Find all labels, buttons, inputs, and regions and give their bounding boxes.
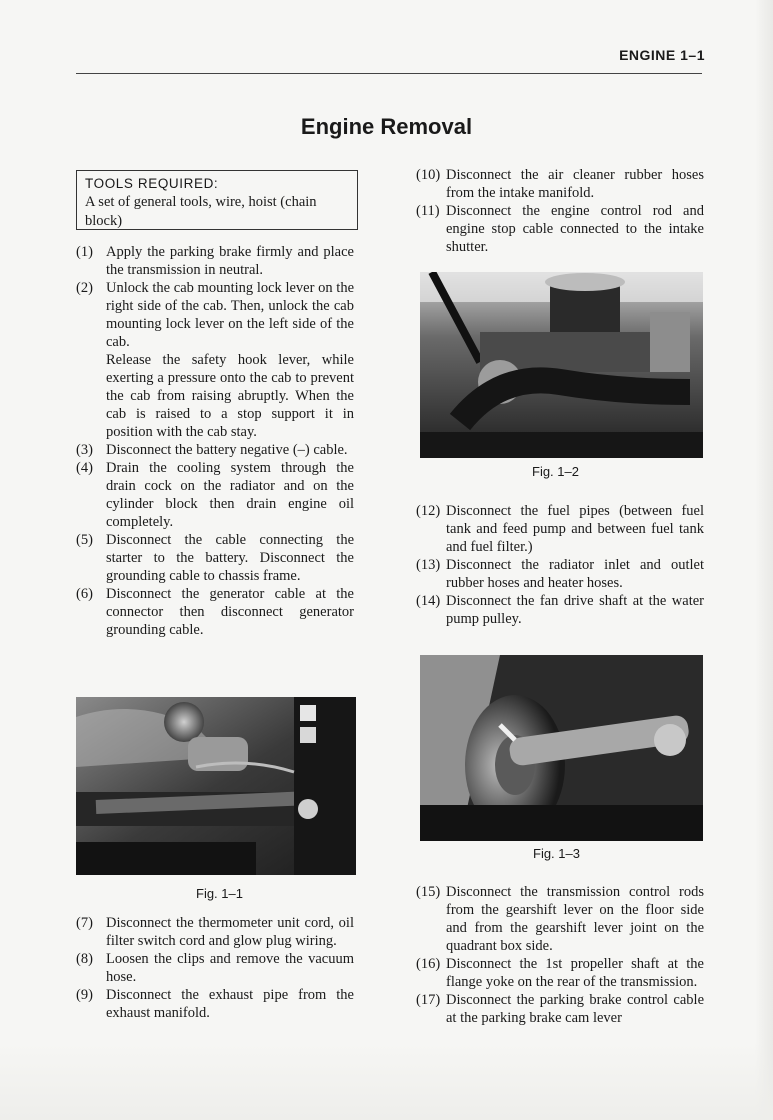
step-item: (8) Loosen the clips and remove the vacuum hose.: [76, 951, 354, 985]
figure-1-1-photo: [76, 697, 356, 875]
step-item: (6) Disconnect the generator cable at the connector then disconnect generator grounding cable.: [76, 586, 354, 638]
figure-1-3-caption: Fig. 1–3: [533, 846, 580, 861]
steps-right-upper: [416, 166, 704, 256]
step-item: (12) Disconnect the fuel pipes (between fuel tank and feed pump and between fuel tank and fuel filter.): [416, 503, 704, 555]
steps-left-upper: [76, 243, 354, 639]
engine-intake-photo: [420, 272, 703, 458]
step-item: (9) Disconnect the exhaust pipe from the exhaust manifold.: [76, 987, 354, 1021]
step-item: (14) Disconnect the fan drive shaft at the water pump pulley.: [416, 593, 704, 627]
step-item: (16) Disconnect the 1st propeller shaft at the flange yoke on the rear of the transmission.: [416, 956, 704, 990]
header-rule: [76, 73, 702, 74]
engine-bay-photo-1: [76, 697, 356, 875]
tools-heading: TOOLS REQUIRED:: [85, 176, 219, 191]
step-item: (7) Disconnect the thermometer unit cord, oil filter switch cord and glow plug wiring.: [76, 915, 354, 949]
figure-1-3-photo: [420, 655, 703, 841]
steps-left-lower: [76, 914, 354, 1022]
step-item: Release the safety hook lever, while exerting a pressure onto the cab to prevent the cab from raising abruptly. When the cab is raised to a stop support it in position with the cab stay.: [106, 352, 354, 440]
step-item: (5) Disconnect the cable connecting the starter to the battery. Disconnect the grounding cable to chassis frame.: [76, 532, 354, 584]
figure-1-2-photo: [420, 272, 703, 458]
figure-1-1-caption: Fig. 1–1: [196, 886, 243, 901]
tools-required-box: [76, 170, 358, 230]
figure-1-2-caption: Fig. 1–2: [532, 464, 579, 479]
running-head: ENGINE 1–1: [619, 47, 705, 63]
steps-right-middle: [416, 502, 704, 628]
step-item: (3) Disconnect the battery negative (–) cable.: [76, 442, 348, 458]
step-item: (2) Unlock the cab mounting lock lever on the right side of the cab. Then, unlock the cab mounting lock lever on the left side of the cab.: [76, 280, 354, 350]
step-item: (10) Disconnect the air cleaner rubber hoses from the intake manifold.: [416, 167, 704, 201]
fan-drive-shaft-photo: [420, 655, 703, 841]
step-item: (15) Disconnect the transmission control rods from the gearshift lever on the floor side and from the gearshift lever joint on the quadrant box side.: [416, 884, 704, 954]
step-item: (4) Drain the cooling system through the drain cock on the radiator and on the cylinder block then drain engine oil completely.: [76, 460, 354, 530]
page-title: Engine Removal: [300, 114, 473, 139]
steps-right-lower: [416, 883, 704, 1027]
step-item: (1) Apply the parking brake firmly and place the transmission in neutral.: [76, 244, 354, 278]
page-edge-shadow: [755, 0, 773, 1120]
page-bottom-shadow: [0, 1042, 773, 1120]
step-item: (11) Disconnect the engine control rod and engine stop cable connected to the intake shutter.: [416, 203, 704, 255]
step-item: (17) Disconnect the parking brake control cable at the parking brake cam lever: [416, 992, 704, 1026]
tools-text: A set of general tools, wire, hoist (chain block): [85, 194, 317, 229]
step-item: (13) Disconnect the radiator inlet and outlet rubber hoses and heater hoses.: [416, 557, 704, 591]
